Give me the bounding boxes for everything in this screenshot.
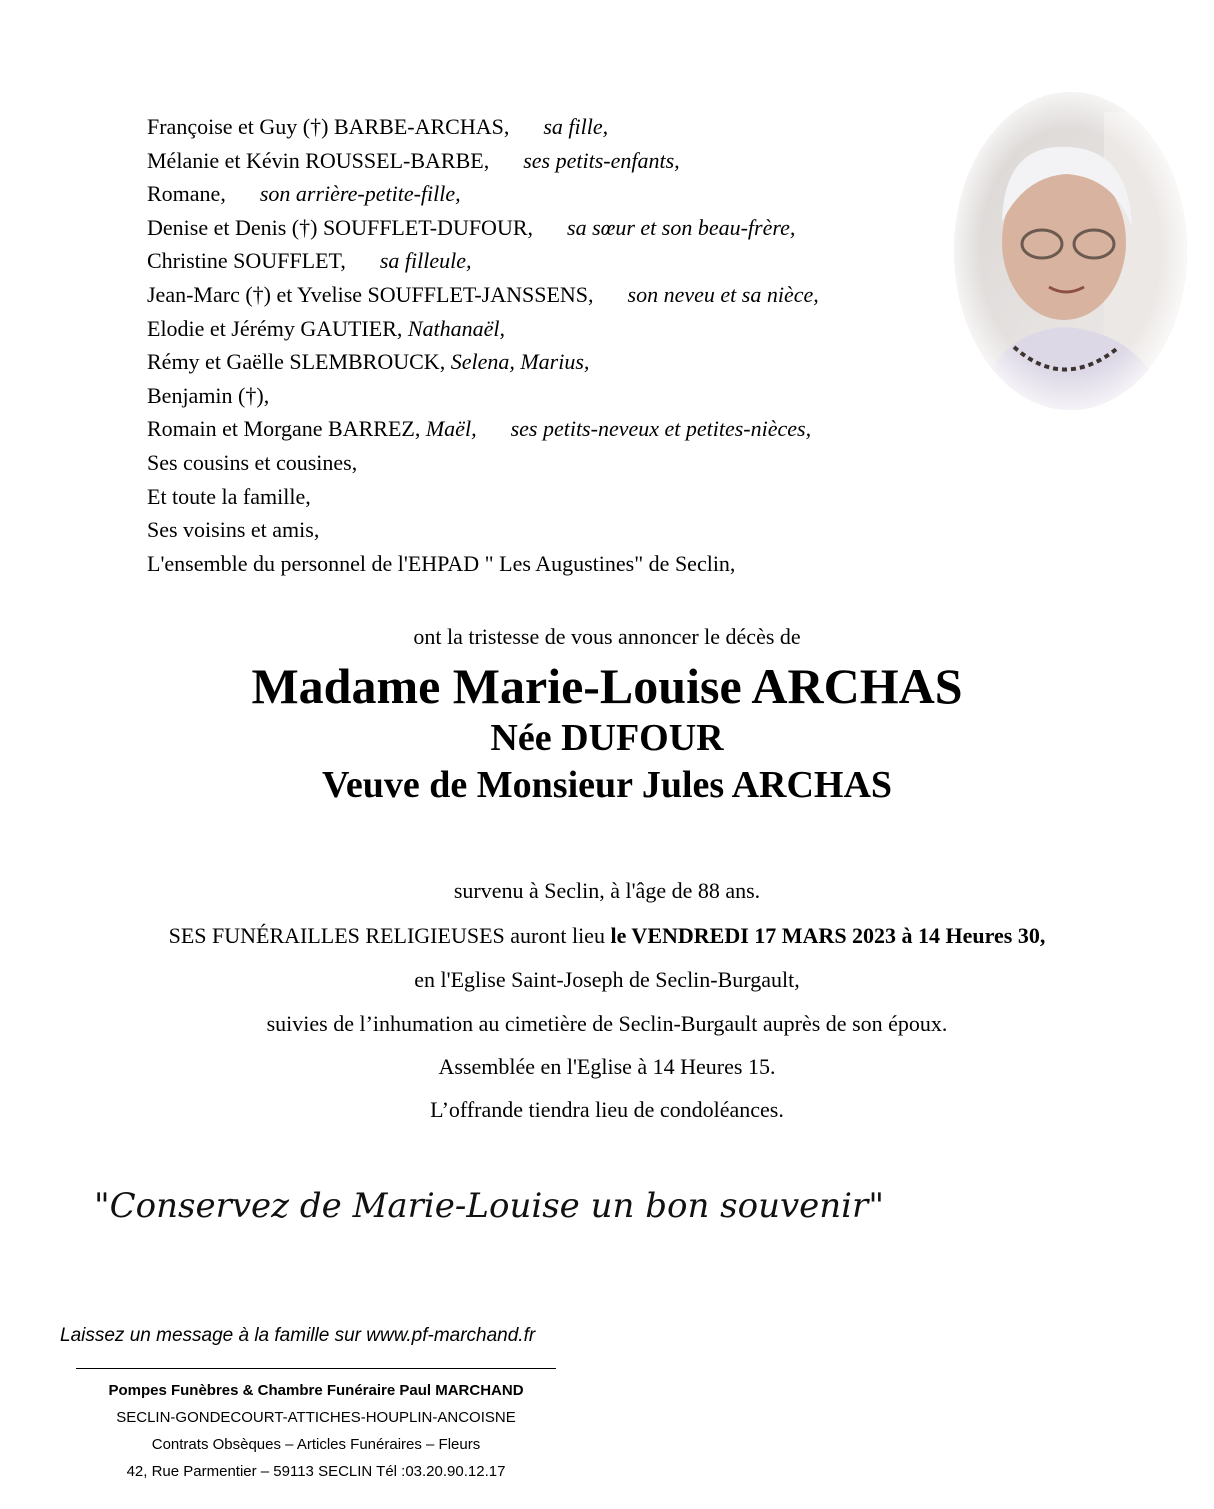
family-list	[147, 110, 947, 580]
family-names: L'ensemble du personnel de l'EHPAD " Les Augustines" de Seclin,	[147, 550, 736, 576]
company-address: 42, Rue Parmentier – 59113 SECLIN Tél :03.20.90.12.17	[126, 1463, 506, 1480]
company-services: Contrats Obsèques – Articles Funéraires – Fleurs	[151, 1436, 481, 1453]
footer-contact	[76, 1377, 556, 1485]
family-names: Françoise et Guy (†) BARBE-ARCHAS,	[147, 114, 510, 139]
family-line	[147, 278, 947, 312]
family-relation: son neveu et sa nièce,	[627, 281, 819, 307]
assembly-line: Assemblée en l'Eglise à 14 Heures 15.	[438, 1054, 776, 1079]
company-name: Pompes Funèbres & Chambre Funéraire Paul MARCHAND	[108, 1382, 524, 1399]
deceased-name: Madame Marie-Louise ARCHAS	[251, 658, 963, 714]
family-line	[147, 513, 947, 547]
company-towns: SECLIN-GONDECOURT-ATTICHES-HOUPLIN-ANCOISNE	[116, 1409, 516, 1426]
funeral-prefix: SES FUNÉRAILLES RELIGIEUSES auront lieu	[168, 923, 611, 948]
family-line	[147, 110, 947, 144]
funeral-line	[0, 923, 1214, 949]
family-names: Ses voisins et amis,	[147, 517, 320, 543]
family-line	[147, 547, 947, 581]
family-names: Christine SOUFFLET,	[147, 248, 346, 274]
family-line	[147, 244, 947, 278]
family-relation: ses petits-enfants,	[523, 147, 680, 173]
family-relation: son arrière-petite-fille,	[259, 181, 461, 207]
family-names: Et toute la famille,	[147, 483, 311, 509]
family-line	[147, 177, 947, 211]
family-line	[147, 412, 947, 446]
family-children: Nathanaël,	[407, 315, 506, 341]
portrait-photo	[954, 92, 1187, 410]
family-names: Jean-Marc (†) et Yvelise SOUFFLET-JANSSENS,	[147, 281, 594, 307]
church-line: en l'Eglise Saint-Joseph de Seclin-Burgault,	[414, 967, 800, 992]
offering-line: L’offrande tiendra lieu de condoléances.	[430, 1097, 784, 1122]
age-line: survenu à Seclin, à l'âge de 88 ans.	[453, 878, 761, 903]
family-names: Rémy et Gaëlle SLEMBROUCK,	[147, 349, 446, 375]
widow-of: Veuve de Monsieur Jules ARCHAS	[321, 764, 893, 806]
family-relation: sa fille,	[543, 114, 609, 139]
family-line	[147, 480, 947, 514]
family-line	[147, 312, 947, 346]
family-names: Romain et Morgane BARREZ,	[147, 416, 421, 442]
family-line	[147, 345, 947, 379]
family-relation: ses petits-neveux et petites-nièces,	[510, 416, 812, 442]
maiden-name: Née DUFOUR	[490, 717, 724, 759]
family-children: Maël,	[425, 416, 477, 442]
family-names: Mélanie et Kévin ROUSSEL-BARBE,	[147, 147, 490, 173]
memorial-quote: "Conservez de Marie-Louise un bon souvenir"	[94, 1186, 884, 1226]
announcement-intro: ont la tristesse de vous annoncer le décès de	[413, 624, 801, 649]
family-line	[147, 144, 947, 178]
family-names: Ses cousins et cousines,	[147, 449, 358, 475]
family-names: Elodie et Jérémy GAUTIER,	[147, 315, 403, 341]
family-names: Denise et Denis (†) SOUFFLET-DUFOUR,	[147, 214, 534, 240]
family-relation: sa filleule,	[379, 248, 472, 274]
family-line	[147, 211, 947, 245]
family-children: Selena, Marius,	[450, 349, 590, 375]
footer-message: Laissez un message à la famille sur www.pf-marchand.fr	[60, 1325, 536, 1346]
family-names: Romane,	[147, 181, 226, 207]
family-relation: sa sœur et son beau-frère,	[567, 214, 796, 240]
footer-divider	[76, 1368, 556, 1369]
funeral-date: le VENDREDI 17 MARS 2023 à 14 Heures 30,	[610, 923, 1046, 948]
family-names: Benjamin (†),	[147, 382, 270, 408]
family-line	[147, 379, 947, 413]
family-line	[147, 446, 947, 480]
burial-line: suivies de l’inhumation au cimetière de Seclin-Burgault auprès de son époux.	[266, 1011, 948, 1036]
